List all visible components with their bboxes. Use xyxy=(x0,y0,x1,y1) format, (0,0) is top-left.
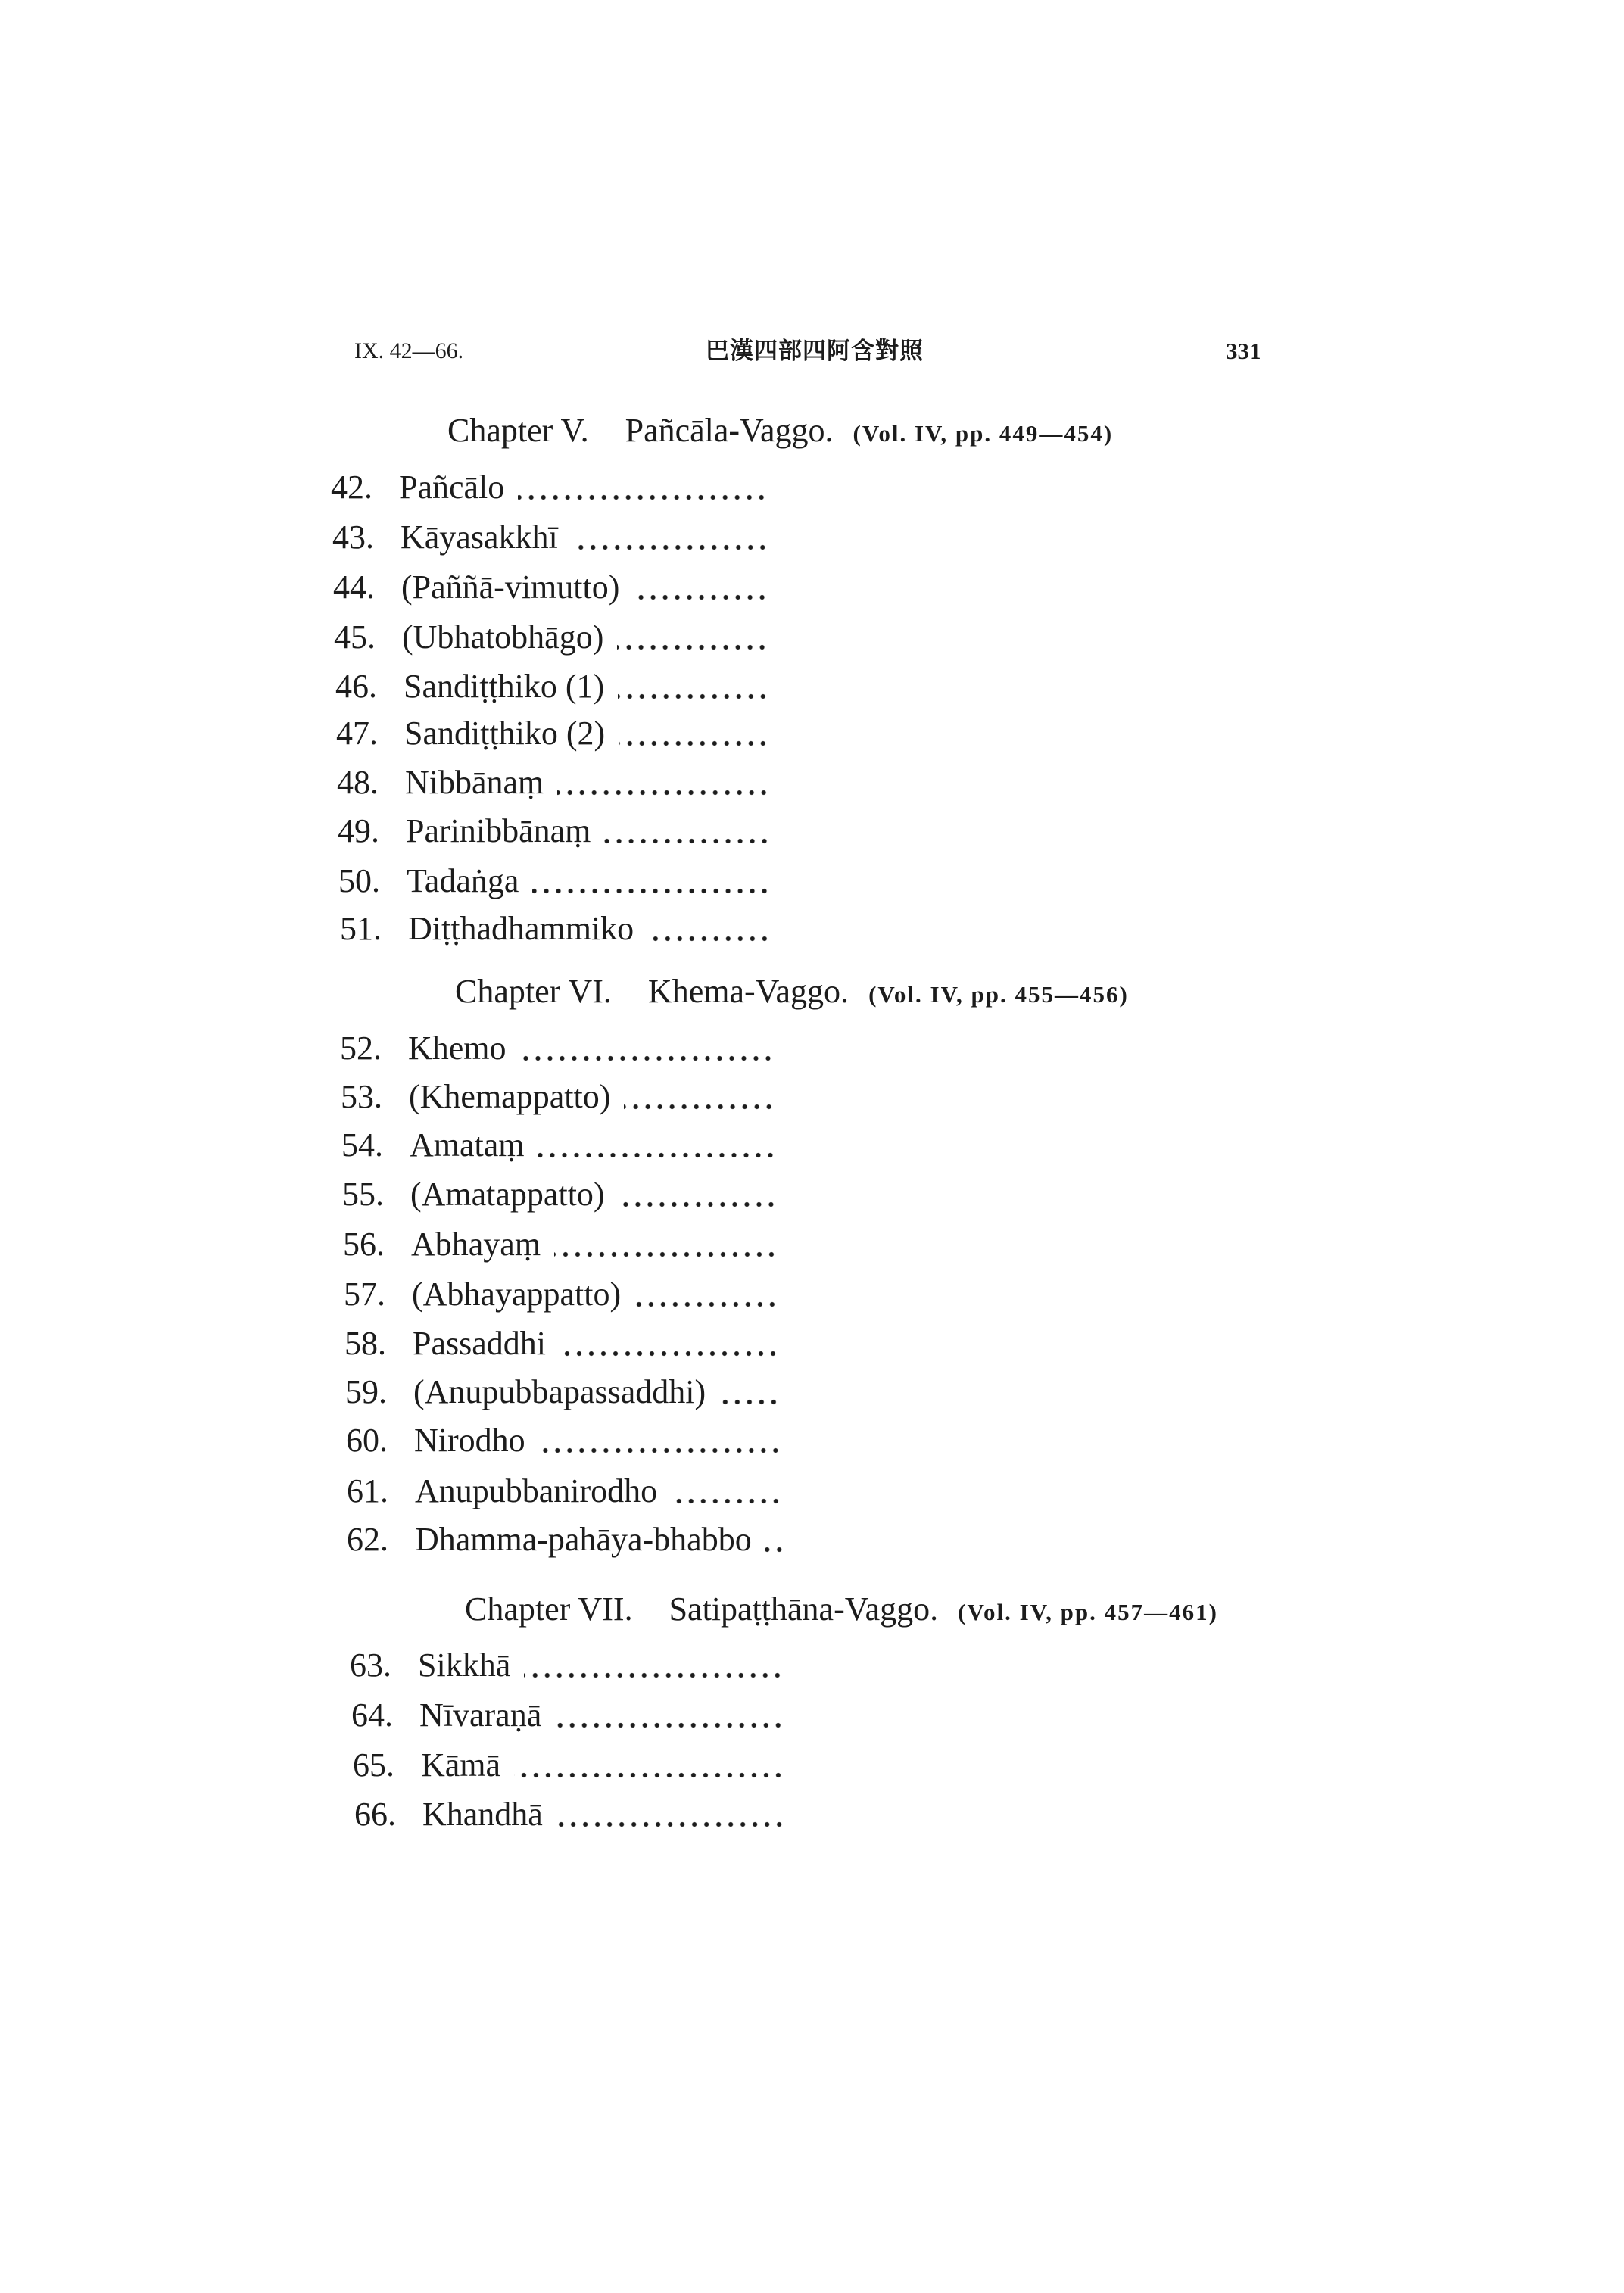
dot-leader xyxy=(647,936,771,942)
entry-title: Sandiṭṭhiko (1) xyxy=(404,668,605,705)
entry-title: (Ubhatobhāgo) xyxy=(402,618,604,656)
entry-title: Nīvaraṇā xyxy=(419,1696,542,1734)
dot-leader xyxy=(671,1498,782,1504)
list-item xyxy=(338,808,771,854)
entry-title: Khemo xyxy=(408,1030,507,1067)
dot-leader xyxy=(618,693,769,699)
entry-title: Kāmā xyxy=(421,1746,501,1784)
entry-title: Sandiṭṭhiko (2) xyxy=(404,715,606,752)
list-item xyxy=(344,1272,778,1317)
dot-leader xyxy=(560,1351,779,1357)
list-item xyxy=(335,664,769,709)
entry-number: 48. xyxy=(337,764,379,801)
list-item xyxy=(345,1369,780,1415)
list-item xyxy=(334,615,768,660)
entry-title: Parinibbānaṃ xyxy=(406,812,591,849)
dot-leader xyxy=(765,1547,785,1553)
list-item xyxy=(341,1074,775,1120)
entry-title: Diṭṭhadhammiko xyxy=(408,910,634,947)
entry-title: Passaddhi xyxy=(413,1325,546,1362)
list-item xyxy=(332,515,768,560)
entry-title: Kāyasakkhī xyxy=(401,519,558,556)
list-item xyxy=(341,1123,776,1168)
list-item xyxy=(354,1792,785,1837)
entry-number: 51. xyxy=(340,910,382,947)
page-number: 331 xyxy=(1226,338,1261,364)
chapter-heading xyxy=(455,969,1129,1014)
entry-number: 60. xyxy=(346,1422,388,1459)
entry-number: 54. xyxy=(341,1126,383,1164)
chapter-label: Chapter V. xyxy=(447,412,589,449)
list-item xyxy=(333,565,768,610)
entry-number: 49. xyxy=(338,812,379,849)
list-item xyxy=(336,711,769,756)
list-item xyxy=(351,1693,784,1738)
entry-number: 57. xyxy=(344,1276,385,1313)
list-item xyxy=(350,1643,784,1688)
chapter-reference: (Vol. IV, pp. 455—456) xyxy=(868,981,1129,1008)
chapter-name: Satipaṭṭhāna-Vaggo. xyxy=(669,1590,939,1628)
entry-number: 52. xyxy=(340,1030,382,1067)
dot-leader xyxy=(554,1251,778,1257)
entry-title: (Anupubbapassaddhi) xyxy=(413,1373,706,1410)
entry-number: 62. xyxy=(347,1521,388,1558)
entry-number: 50. xyxy=(338,862,380,899)
entry-title: Amataṃ xyxy=(410,1126,525,1164)
entry-title: (Amatappatto) xyxy=(410,1176,605,1213)
entry-number: 44. xyxy=(333,569,375,606)
entry-title: Abhayaṃ xyxy=(411,1226,541,1263)
entry-title: Sikkhā xyxy=(418,1647,511,1684)
entry-number: 55. xyxy=(342,1176,384,1213)
dot-leader xyxy=(556,1821,785,1827)
list-item xyxy=(340,1026,774,1071)
list-item xyxy=(340,906,771,952)
list-item xyxy=(347,1469,782,1514)
entry-number: 58. xyxy=(344,1325,386,1362)
dot-leader xyxy=(634,1301,778,1307)
entry-number: 64. xyxy=(351,1696,393,1734)
chapter-name: Khema-Vaggo. xyxy=(647,973,849,1010)
entry-number: 46. xyxy=(335,668,377,705)
dot-leader xyxy=(520,1055,774,1061)
dot-leader xyxy=(538,1152,776,1158)
list-item xyxy=(353,1743,784,1788)
chapter-reference: (Vol. IV, pp. 449—454) xyxy=(853,420,1114,447)
dot-leader xyxy=(524,1672,784,1678)
chapter-heading xyxy=(447,408,1113,453)
entry-title: (Abhayappatto) xyxy=(412,1276,622,1313)
list-item xyxy=(346,1418,781,1463)
running-header-title: 巴漢四部四阿含對照 xyxy=(706,338,924,365)
dot-leader xyxy=(633,594,768,600)
entry-title: Dhamma-pahāya-bhabbo xyxy=(415,1521,752,1558)
list-item xyxy=(343,1222,778,1267)
chapter-reference: (Vol. IV, pp. 457—461) xyxy=(958,1599,1218,1625)
dot-leader xyxy=(539,1447,781,1453)
entry-number: 42. xyxy=(331,469,372,506)
entry-number: 45. xyxy=(334,618,376,656)
entry-title: Nibbānaṃ xyxy=(405,764,544,801)
dot-leader xyxy=(604,838,771,844)
entry-number: 65. xyxy=(353,1746,394,1784)
list-item xyxy=(337,760,770,805)
entry-title: Pañcālo xyxy=(399,469,505,506)
running-header-section: IX. 42—66. xyxy=(354,338,464,363)
chapter-name: Pañcāla-Vaggo. xyxy=(625,412,834,449)
entry-number: 59. xyxy=(345,1373,387,1410)
entry-title: (Paññā-vimutto) xyxy=(401,569,620,606)
dot-leader xyxy=(719,1399,780,1405)
entry-number: 66. xyxy=(354,1796,396,1833)
entry-number: 61. xyxy=(347,1472,388,1509)
dot-leader xyxy=(619,740,769,746)
list-item xyxy=(338,858,771,904)
list-item xyxy=(342,1172,777,1217)
list-item xyxy=(344,1321,779,1366)
list-item xyxy=(347,1517,785,1562)
list-item xyxy=(331,465,768,510)
entry-title: Nirodho xyxy=(414,1422,525,1459)
dot-leader xyxy=(624,1104,775,1110)
entry-title: Tadaṅga xyxy=(407,862,519,899)
dot-leader xyxy=(617,644,768,650)
entry-title: Khandhā xyxy=(422,1796,543,1833)
chapter-heading xyxy=(465,1587,1218,1632)
entry-number: 43. xyxy=(332,519,374,556)
dot-leader xyxy=(518,494,768,500)
entry-number: 47. xyxy=(336,715,378,752)
chapter-label: Chapter VII. xyxy=(465,1590,633,1628)
chapter-label: Chapter VI. xyxy=(455,973,612,1010)
entry-title: Anupubbanirodho xyxy=(415,1472,658,1509)
entry-number: 56. xyxy=(343,1226,385,1263)
dot-leader xyxy=(514,1772,784,1778)
dot-leader xyxy=(619,1201,777,1207)
dot-leader xyxy=(532,888,771,894)
entry-title: (Khemappatto) xyxy=(409,1078,611,1115)
dot-leader xyxy=(572,544,768,550)
dot-leader xyxy=(557,790,770,796)
dot-leader xyxy=(555,1722,784,1728)
entry-number: 63. xyxy=(350,1647,391,1684)
entry-number: 53. xyxy=(341,1078,382,1115)
